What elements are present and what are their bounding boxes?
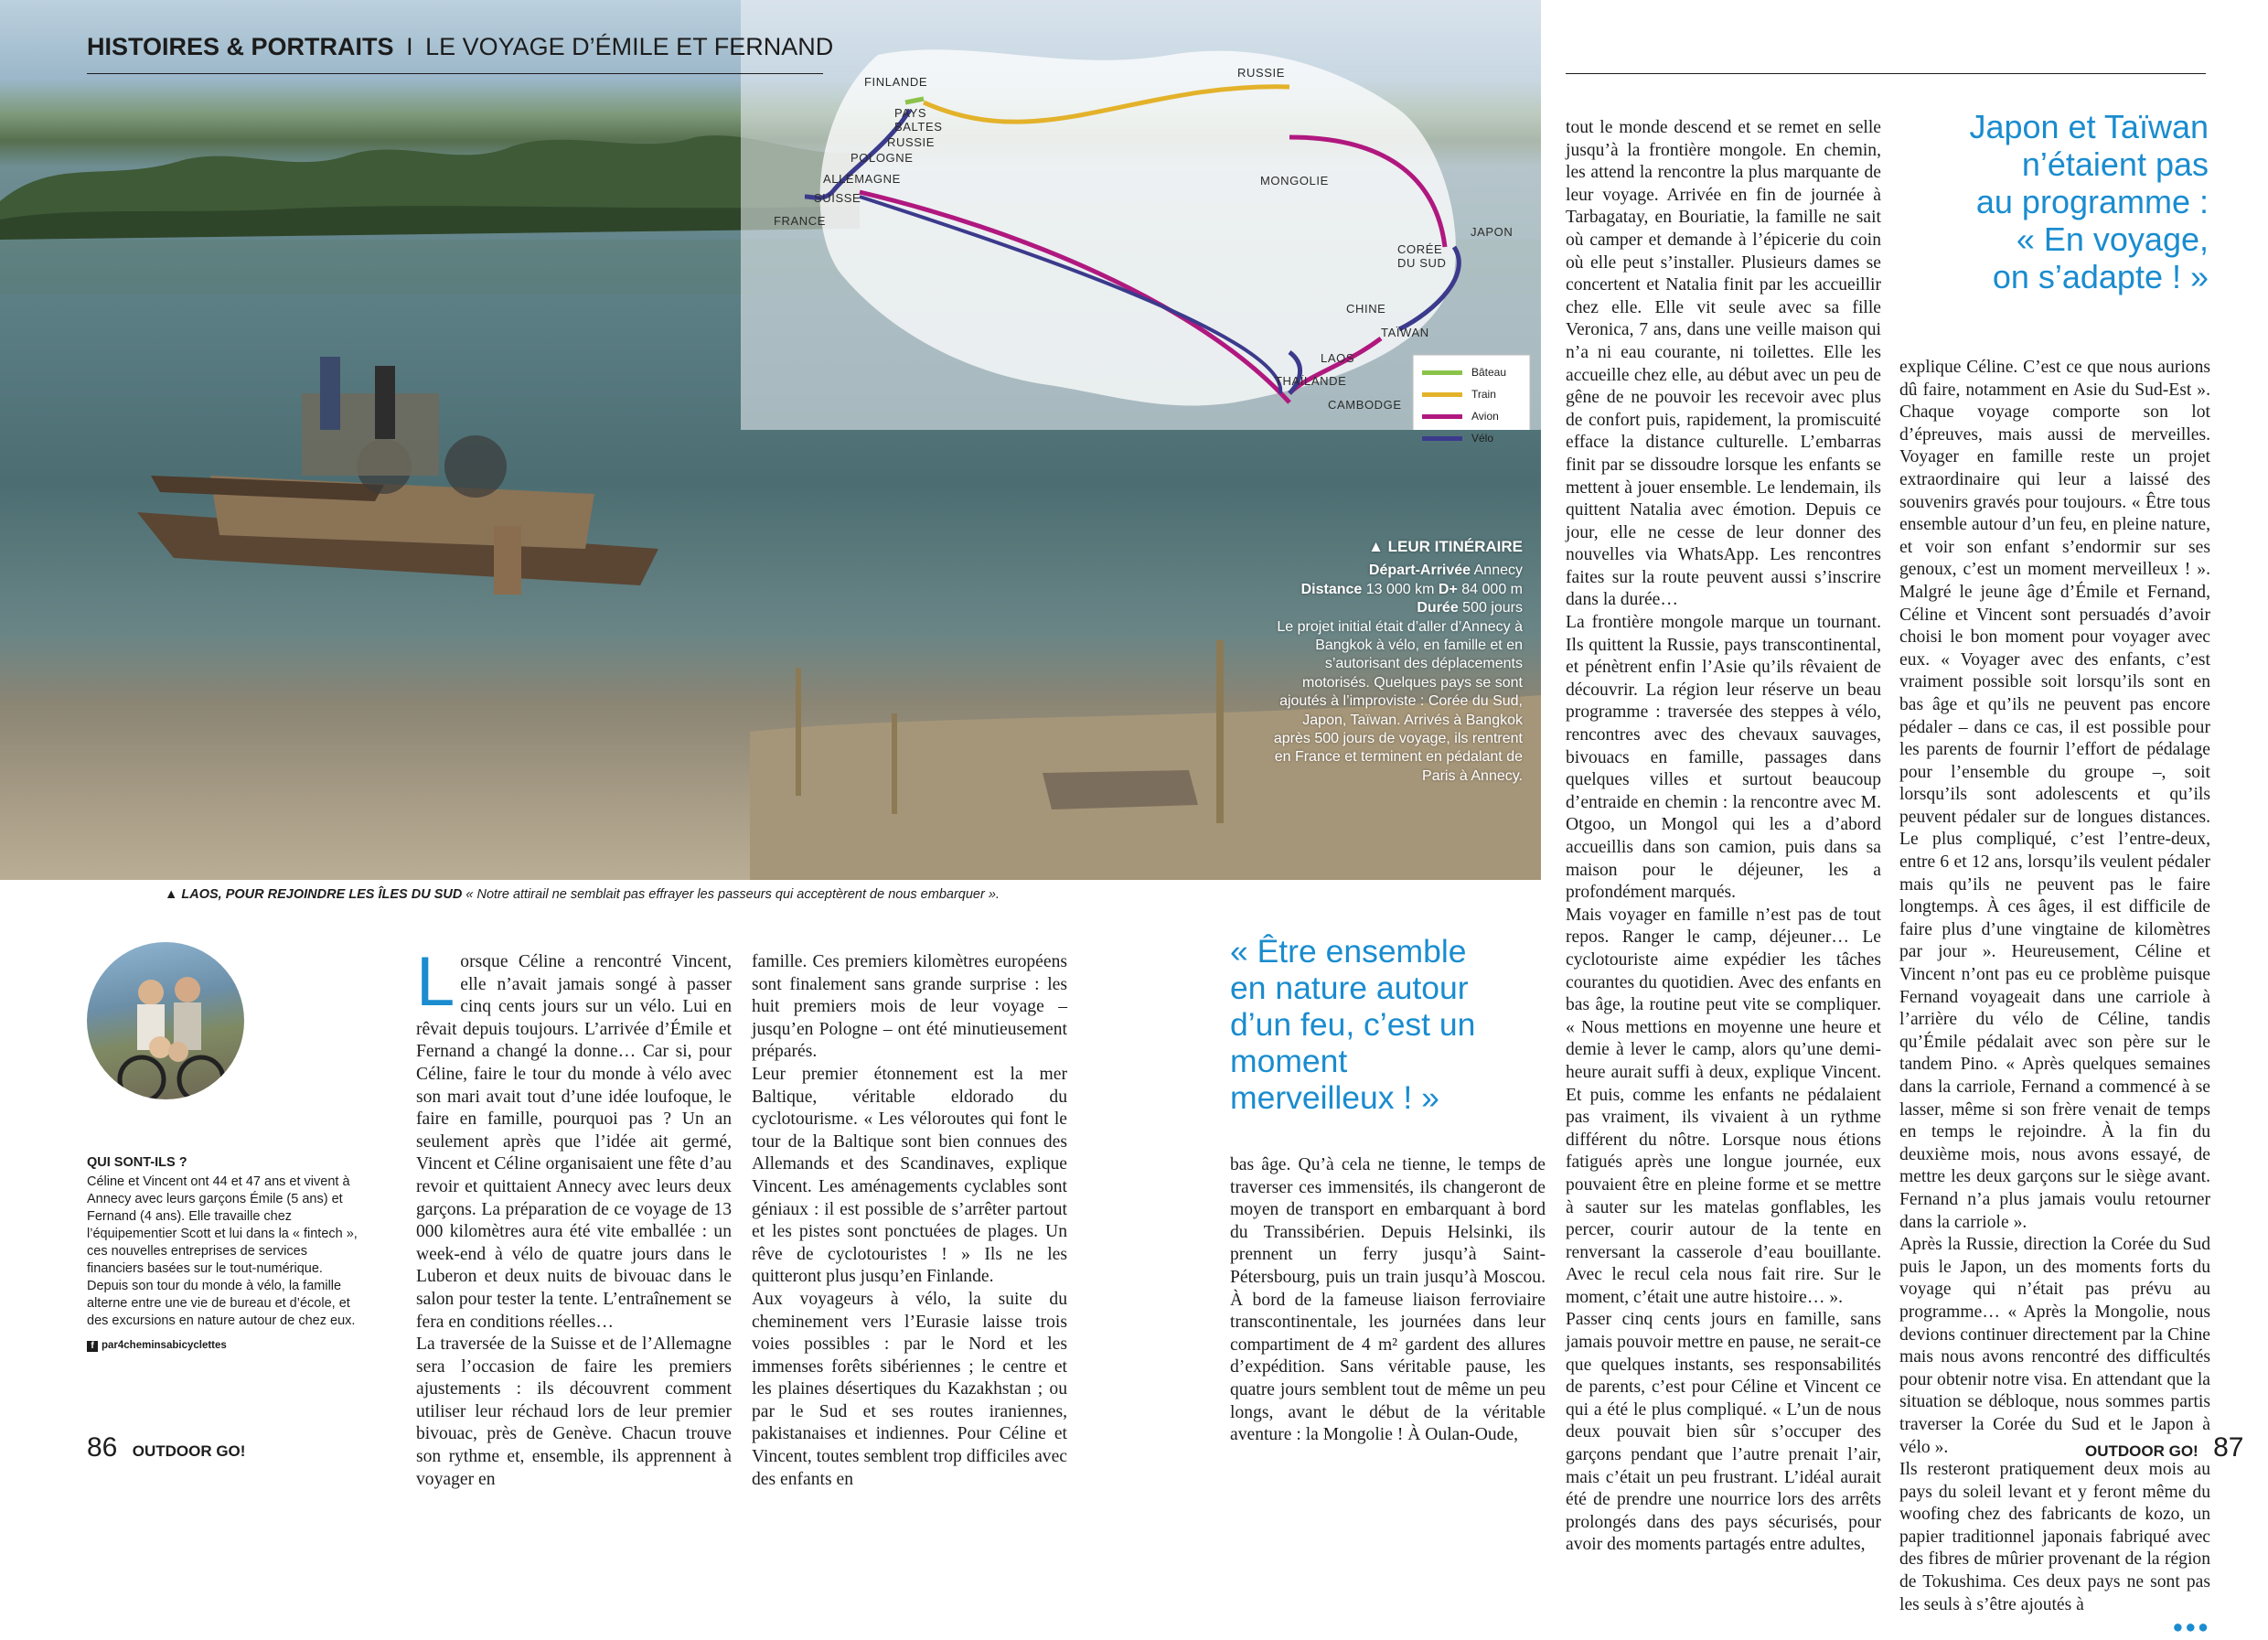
caption-title: LAOS, POUR REJOINDRE LES ÎLES DU SUD bbox=[181, 887, 463, 902]
map-label: CAMBODGE bbox=[1328, 398, 1402, 412]
body-column-1: Lorsque Céline a rencontré Vincent, elle n’avait jamais songé à passer cinq cents jours sur un vélo. Lui en rêvait depuis toujours. L’arrivée d’Émile et Fernand a changé la donne… Car si, pour Céline, faire le tour du monde à vélo avec son mari avait tout d’une idée loufoque, le faire en famille, pourquoi pas ? Un an seulement après que l’idée ait germé, Vincent et Céline organisaient une fête d’au revoir et quittaient Annecy avec leurs deux garçons. La préparation de ce voyage de 13 000 kilomètres aura été vite emballée : un week-end à vélo de quatre jours dans le Luberon et deux nuits de bivouac dans le salon pour tester la tente. L’entraînement se fera en conditions réelles… La traversée de la Suisse et de l’Allemagne sera l’occasion de faire les premiers ajustements : ils découvrent comment utiliser leur réchaud lors de leur premier bivouac, près de Genève. Chacun trouve son rythme et, ensemble, ils apprennent à voyager en bbox=[416, 943, 732, 1489]
map-label: SUISSE bbox=[814, 191, 861, 205]
map-label: ALLEMAGNE bbox=[823, 172, 901, 186]
body-column-5: explique Céline. C’est ce que nous aurions dû faire, notamment en Asie du Sud-Est ». Chaque voyage comporte son lot d’épreuves, mais aussi de merveilles. Voyager en famille reste un projet extraordinaire qui leur a laissé des souvenirs gravés pour toujours. « Être tous ensemble autour d’un feu, en pleine nature, et voir son enfant s’endormir sur ses genoux, c’est un moment merveilleux ! ». Malgré le jeune âge d’Émile et Fernand, Céline et Vincent sont persuadés d’avoir choisi le bon moment pour voyager avec eux. « Voyager avec des enfants, c’est vraiment possible soit lorsqu’ils sont en bas âge et qu’ils ne peuvent pas encore pédaler – dans ce cas, il est possible pour les parents de fournir l’effort de pédalage pour l’ensemble du groupe –, soit lorsqu’ils sont adolescents et qu’ils peuvent pédaler sur de longues distances. Le plus compliqué, c’est l’entre-deux, entre 6 et 12 ans, lorsqu’ils veulent pédaler mais qu’ils ne peuvent pas le faire longtemps. À ces âges, il est difficile de faire plus d’une vingtaine de kilomètres par jour ». Heureusement, Céline et Vincent n’ont pas eu ce problème puisque Fernand voyageait dans une carriole à l’arrière du vélo de Céline, tandis qu’Émile pédalait avec son père sur le tandem Pino. « Après quelques semaines dans la carriole, Fernand a commencé à se lasser, même si son frère venait de temps en temps le rejoindre. À la fin du deuxième mois, nous avons essayé, de mettre les deux garçons sur le siège avant. Fernand n’a plus jamais voulu retourner dans la carriole ». Après la Russie, direction la Corée du Sud puis le Japon, un des moments forts du voyage qui n’était pas prévu au programme… « Après la Mongolie, nous devions continuer directement par la Chine mais nous avons rencontré des difficultés pour obtenir notre visa. En attendant que la situation se débloque, nous sommes partis traverser la Corée du Sud et le Japon à vélo ». Ils resteront pratiquement deux mois au pays du soleil levant et y feront même du woofing chez des fabricants de kozo, un papier traditionnel japonais fabriqué avec des fibres de mûrier provenant de la région de Tokushima. Ces deux pays ne sont pas les seuls à s’être ajoutés à ●●● bbox=[1899, 358, 2210, 1638]
route-map bbox=[741, 0, 1541, 445]
itinerary-box bbox=[1262, 538, 1523, 786]
map-label: JAPON bbox=[1471, 225, 1514, 239]
header-separator: I bbox=[406, 33, 413, 60]
pull-quote-right: Japon et Taïwan n’étaient pas au programme : « En voyage, on s’adapte ! » bbox=[1969, 108, 2209, 295]
page-number-right: 87 bbox=[2213, 1432, 2244, 1463]
wooden-jetty bbox=[1043, 770, 1198, 809]
page-number-left: 86 bbox=[87, 1432, 118, 1463]
header-rule bbox=[87, 73, 823, 74]
map-label: FINLANDE bbox=[864, 75, 928, 89]
map-label: CHINE bbox=[1346, 302, 1386, 316]
itinerary-distance: Distance 13 000 km D+ 84 000 m bbox=[1300, 581, 1523, 597]
footer-right bbox=[2085, 1432, 2243, 1463]
map-label: MONGOLIE bbox=[1260, 174, 1329, 188]
photo-caption: ▲ LAOS, POUR REJOINDRE LES ÎLES DU SUD « Notre attirail ne semblait pas effrayer les passeurs qui acceptèrent de nous embarquer ». bbox=[165, 887, 1000, 902]
pole bbox=[892, 713, 897, 814]
body-column-2: famille. Ces premiers kilomètres européens sont finalement sans grande surprise : les huit premiers mois de leur voyage – jusqu’en Pologne – ont été minutieusement préparés. Leur premier étonnement est la mer Baltique, véritable eldorado du cyclotourisme. « Les véloroutes qui font le tour de la Baltique sont bien connues des Allemands et des Scandinaves, explique Vincent. Les aménagements cyclables sont géniaux : il est possible de s’arrêter partout et les pistes sont ponctuées de plages. Un rêve de cyclotouristes ! » Ils ne les quitteront plus jusqu’en Finlande. Aux voyageurs à vélo, la suite du cheminement vers l’Eurasie laisse trois voies possibles : par le Nord et les immenses forêts sibériennes ; le centre et les plaines désertiques du Kazakhstan ; ou par le Sud et ses routes iraniennes, pakistanaises et indiennes. Pour Céline et Vincent, toutes semblent trop difficiles avec des enfants en bbox=[752, 952, 1067, 1489]
magazine-name-right: OUTDOOR GO! bbox=[2085, 1442, 2198, 1460]
map-label: RUSSIE bbox=[1237, 66, 1286, 80]
magazine-name-left: OUTDOOR GO! bbox=[132, 1442, 246, 1460]
body-column-4: tout le monde descend et se remet en selle jusqu’à la frontière mongole. En chemin, les attend la rencontre la plus marquante de leur voyage. Arrivée en fin de journée à Tarbagatay, en Bouriatie, la famille ne sait où camper et demande à l’épicerie du coin où elle peut s’installer. Plusieurs dames se concertent et Natalia finit par les accueillir chez elle. Elle vit seule avec sa fille Veronica, 7 ans, dans une veille maison qui n’a ni eau courante, ni toilettes. Elle les accueille chez elle, au début avec un peu de gêne de ne pouvoir les recevoir avec plus de confort puis, rapidement, la promiscuité efface la distance culturelle. L’embarras finit par se dissoudre lorsque les enfants se mettent à jouer ensemble. Le lendemain, ils quittent Natalia avec émotion. Depuis ce jour, elle ne cesse de leur donner des nouvelles via WhatsApp. Les rencontres faites sur la route peuvent aussi s’inscrire dans la durée… La frontière mongole marque un tournant. Ils quittent la Russie, pays transcontinental, et pénètrent enfin l’Asie qu’ils rêvaient de découvrir. La région leur réserve un beau programme : traversée des steppes à vélo, rencontres avec des chevaux sauvages, bivouacs en famille, passages dans quelques villes et surtout beaucoup d’entraide en chemin : la rencontre avec M. Otgoo, un Mongol qui les a d’abord accueillis dans son camion, puis dans sa maison pour le déjeuner, les a profondément marqués. Mais voyager en famille n’est pas de tout repos. Ranger le camp, déjeuner… Le cyclotouriste aime expédier les tâches courantes du quotidien. Avec des enfants en bas âge, la routine peut vite se compliquer. « Nous mettions en moyenne une heure et demie à lever le camp, alors qu’une demi-heure aurait suffi à deux, explique Vincent. Et puis, comme les enfants ne pédalaient pas vraiment, ils vivaient à un rythme différent du nôtre. Lorsque nous étions fatigués après une longue journée, eux pouvaient être en pleine forme et se mettre à sauter sur les matelas gonflables, les percer, courir autour de la tente en renversant la casserole d’eau bouillante. Avec le recul cela nous fait rire. Sur le moment, c’était une autre histoire… ». Passer cinq cents jours en famille, sans jamais pouvoir mettre en pause, ne serait-ce que quelques instants, ses responsabilités de parents, c’est pour Céline et Vincent ce qui a été le plus compliqué. « L’un de nous deux pouvait bien sûr s’occuper des garçons pendant que l’autre prenait l’air, mais c’était un peu frustrant. L’idéal aurait été de prendre une nourrice lors des arrêts prolongés dans des pays sécurisés, pour avoir des moments partagés entre adultes, bbox=[1566, 118, 1881, 1555]
family-portrait bbox=[87, 942, 244, 1099]
map-label: PAYS BALTES bbox=[894, 106, 943, 134]
article-title: LE VOYAGE D’ÉMILE ET FERNAND bbox=[425, 33, 834, 60]
footer-left bbox=[87, 1432, 245, 1463]
map-label: LAOS bbox=[1321, 351, 1355, 365]
pull-quote-left: « Être ensemble en nature autour d’un feu, c’est un moment merveilleux ! » bbox=[1230, 933, 1476, 1116]
map-legend bbox=[1422, 361, 1506, 449]
map-label: POLOGNE bbox=[850, 151, 914, 165]
facebook-icon: f bbox=[87, 1341, 98, 1352]
legend-boat: Bâteau bbox=[1422, 361, 1506, 383]
itinerary-depart: Départ-Arrivée Annecy bbox=[1368, 563, 1523, 579]
section-label: HISTOIRES & PORTRAITS bbox=[87, 33, 394, 60]
map-label: THAÏLANDE bbox=[1275, 374, 1347, 388]
ferry-boat bbox=[137, 357, 658, 595]
sidebar-heading: QUI SONT-ILS ? bbox=[87, 1155, 187, 1170]
pole bbox=[1216, 640, 1224, 823]
pole bbox=[796, 668, 801, 796]
sidebar-text: Céline et Vincent ont 44 et 47 ans et vivent à Annecy avec leurs garçons Émile (5 ans) et Fernand (4 ans). Elle travaille chez l’équipementier Scott et lui dans la « fintech », ces nouvelles entreprises de services financiers basées sur le tout-numérique. Depuis son tour du monde à vélo, la famille alterne entre une vie de bureau et d’école, et des excursions en nature autour de chez eux. bbox=[87, 1174, 358, 1328]
itinerary-text: Le projet initial était d’aller d’Annecy à Bangkok à vélo, en famille et en s’autorisant des déplacements motorisés. Quelques pays se sont ajoutés à l’improviste : Corée du Sud, Japon, Taïwan. Arrivés à Bangkok après 500 jours de voyage, ils rentrent en France et terminent en pédalant de Paris à Annecy. bbox=[1273, 618, 1523, 784]
map-label: RUSSIE bbox=[887, 135, 936, 149]
itinerary-heading: ▲ LEUR ITINÉRAIRE bbox=[1368, 538, 1523, 555]
section-header bbox=[87, 33, 833, 61]
map-label: TAÏWAN bbox=[1381, 326, 1429, 339]
right-header-rule bbox=[1566, 73, 2206, 74]
map-label: CORÉE DU SUD bbox=[1397, 242, 1447, 270]
map-label: FRANCE bbox=[774, 214, 827, 228]
caption-text: « Notre attirail ne semblait pas effrayer les passeurs qui acceptèrent de nous embarquer ». bbox=[465, 887, 1000, 902]
sidebar-box bbox=[87, 1154, 361, 1355]
legend-plane: Avion bbox=[1422, 405, 1506, 427]
legend-bike: Vélo bbox=[1422, 427, 1506, 449]
legend-train: Train bbox=[1422, 383, 1506, 405]
body-column-3: bas âge. Qu’à cela ne tienne, le temps de traverser ces immensités, ils changeront de moyen de transport en embarquant à bord du Transsibérien. Depuis Helsinki, ils prennent un ferry jusqu’à Saint-Pétersbourg, puis un train jusqu’à Moscou. À bord de la fameuse liaison ferroviaire transcontinentale, les journées dans leur compartiment de 4 m² gardent des allures d’expédition. Sans véritable pause, les quatre jours semblent tout de même un peu longs, avant le début de la véritable aventure : la Mongolie ! À Oulan-Oude, bbox=[1230, 1155, 1546, 1445]
continue-marker: ●●● bbox=[2172, 1617, 2210, 1638]
itinerary-duree: Durée 500 jours bbox=[1417, 600, 1523, 616]
drop-cap: L bbox=[416, 943, 455, 1021]
social-handle[interactable]: f par4cheminsabicyclettes bbox=[87, 1337, 361, 1355]
